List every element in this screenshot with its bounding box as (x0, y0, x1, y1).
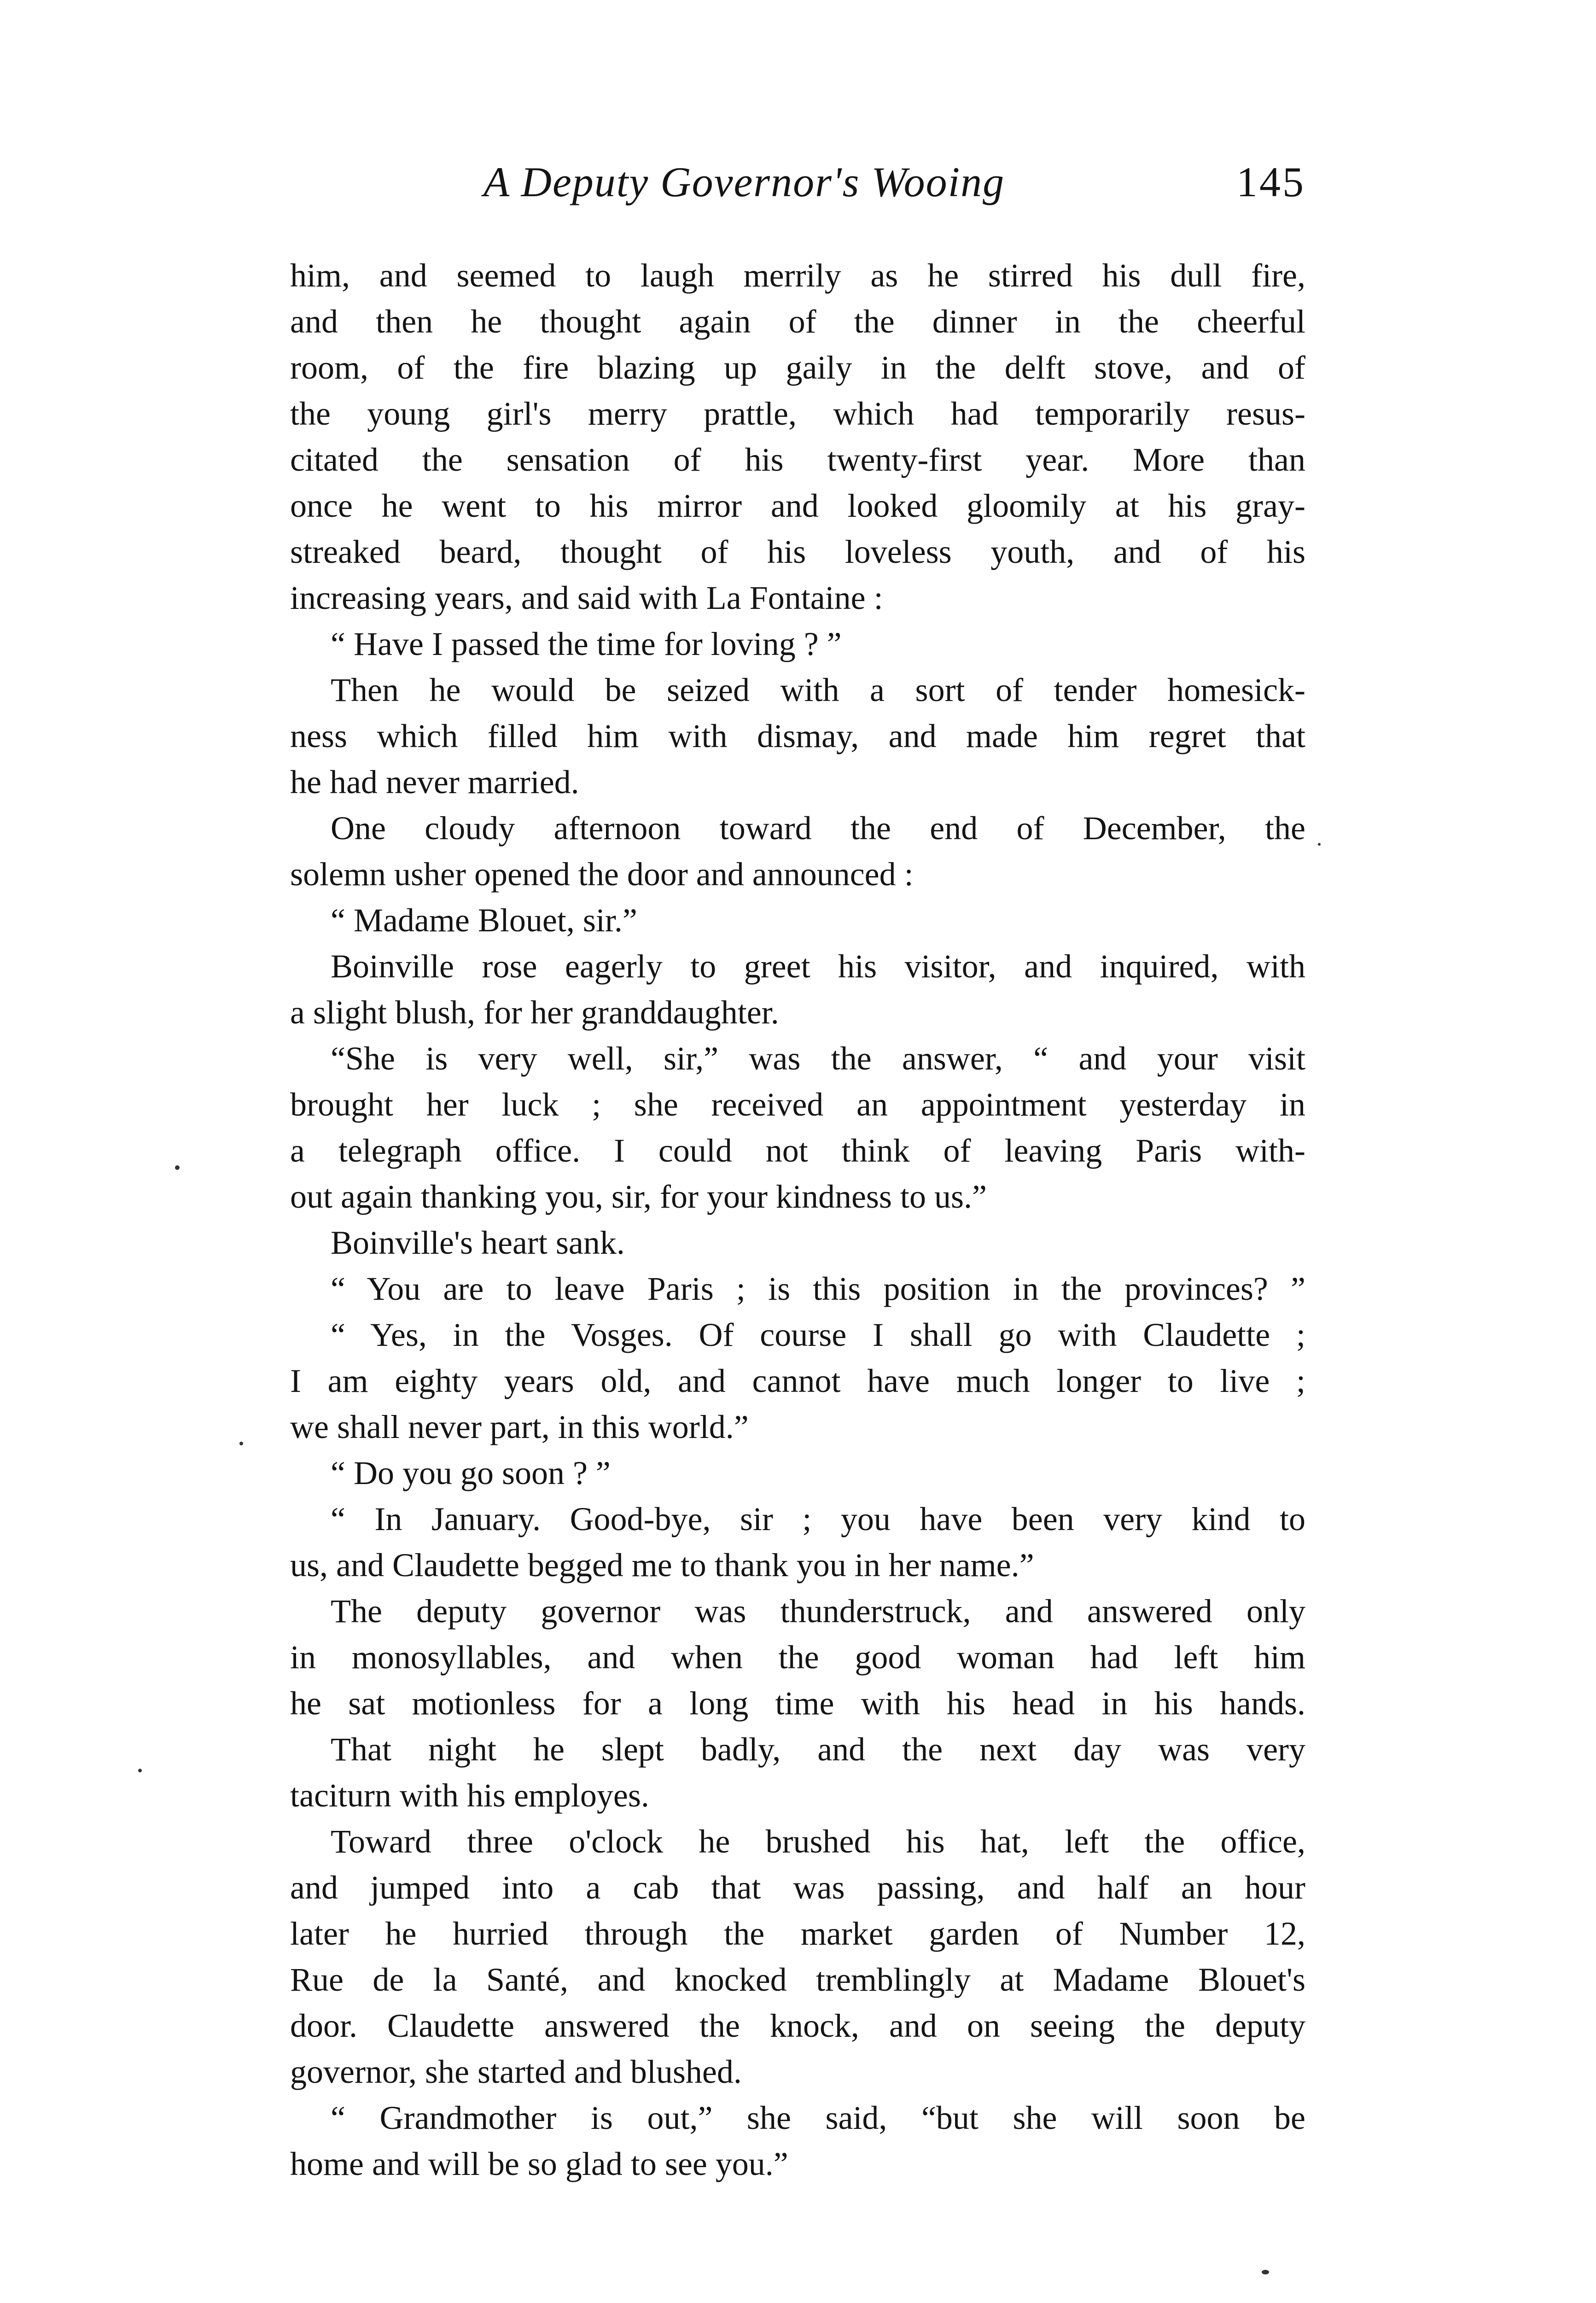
text-line: “ You are to leave Paris ; is this position in the provinces? ” (331, 1270, 1305, 1307)
scan-speck (138, 1769, 142, 1772)
text-line: The deputy governor was thunderstruck, and answered only (331, 1593, 1305, 1630)
text-line: ness which filled him with dismay, and made him regret that (290, 718, 1305, 754)
text-line: door. Claudette answered the knock, and on seeing the deputy (290, 2007, 1305, 2044)
page-number: 145 (1236, 158, 1305, 205)
text-line: later he hurried through the market garden of Number 12, (290, 1915, 1305, 1952)
text-line: out again thanking you, sir, for your kindness to us.” (290, 1178, 987, 1215)
page-header (290, 154, 1305, 214)
text-line: increasing years, and said with La Fontaine : (290, 579, 883, 616)
running-title: A Deputy Governor's Wooing (483, 158, 1005, 205)
text-line: a telegraph office. I could not think of leaving Paris with- (290, 1132, 1305, 1169)
text-line: we shall never part, in this world.” (290, 1409, 749, 1445)
text-line: “ In January. Good-bye, sir ; you have been very kind to (331, 1501, 1305, 1537)
text-line: Toward three o'clock he brushed his hat, left the office, (331, 1823, 1305, 1860)
text-line: “ Have I passed the time for loving ? ” (331, 625, 842, 662)
text-line: the young girl's merry prattle, which had temporarily resus- (290, 395, 1305, 432)
text-line: Boinville rose eagerly to greet his visitor, and inquired, with (331, 948, 1305, 985)
text-line: us, and Claudette begged me to thank you in her name.” (290, 1547, 1034, 1584)
text-line: “ Do you go soon ? ” (331, 1455, 611, 1491)
text-line: him, and seemed to laugh merrily as he stirred his dull fire, (290, 257, 1305, 294)
text-line: solemn usher opened the door and announced : (290, 856, 914, 893)
scan-speck (175, 1165, 180, 1170)
text-line: and jumped into a cab that was passing, and half an hour (290, 1869, 1305, 1906)
text-line: once he went to his mirror and looked gloomily at his gray- (290, 487, 1305, 524)
scan-speck (239, 1442, 243, 1445)
text-line: Then he would be seized with a sort of tender homesick- (331, 672, 1305, 708)
text-line: he had never married. (290, 764, 579, 801)
text-line: brought her luck ; she received an appointment yesterday in (290, 1086, 1305, 1123)
text-line: room, of the fire blazing up gaily in the delft stove, and of (290, 349, 1305, 386)
text-line: “ Madame Blouet, sir.” (331, 902, 637, 939)
text-line: Rue de la Santé, and knocked tremblingly at Madame Blouet's (290, 1961, 1305, 1998)
text-line: “ Grandmother is out,” she said, “but she will soon be (331, 2099, 1305, 2136)
text-line: One cloudy afternoon toward the end of December, the (331, 810, 1305, 847)
scan-speck (1262, 2270, 1269, 2274)
text-line: governor, she started and blushed. (290, 2053, 742, 2090)
text-line: and then he thought again of the dinner in the cheerful (290, 303, 1305, 340)
text-line: streaked beard, thought of his loveless youth, and of his (290, 533, 1305, 570)
text-line: “She is very well, sir,” was the answer, “ and your visit (331, 1040, 1305, 1077)
body-text (290, 252, 1305, 2187)
scan-speck (1318, 843, 1321, 846)
text-line: I am eighty years old, and cannot have much longer to live ; (290, 1362, 1305, 1399)
text-line: citated the sensation of his twenty-first year. More than (290, 441, 1305, 478)
text-line: “ Yes, in the Vosges. Of course I shall go with Claudette ; (331, 1316, 1305, 1353)
text-line: he sat motionless for a long time with his head in his hands. (290, 1685, 1305, 1722)
text-line: home and will be so glad to see you.” (290, 2145, 788, 2182)
text-line: a slight blush, for her granddaughter. (290, 994, 779, 1031)
text-line: taciturn with his employes. (290, 1777, 649, 1814)
text-line: in monosyllables, and when the good woman had left him (290, 1639, 1305, 1676)
text-line: That night he slept badly, and the next day was very (331, 1731, 1305, 1768)
text-line: Boinville's heart sank. (331, 1224, 625, 1261)
